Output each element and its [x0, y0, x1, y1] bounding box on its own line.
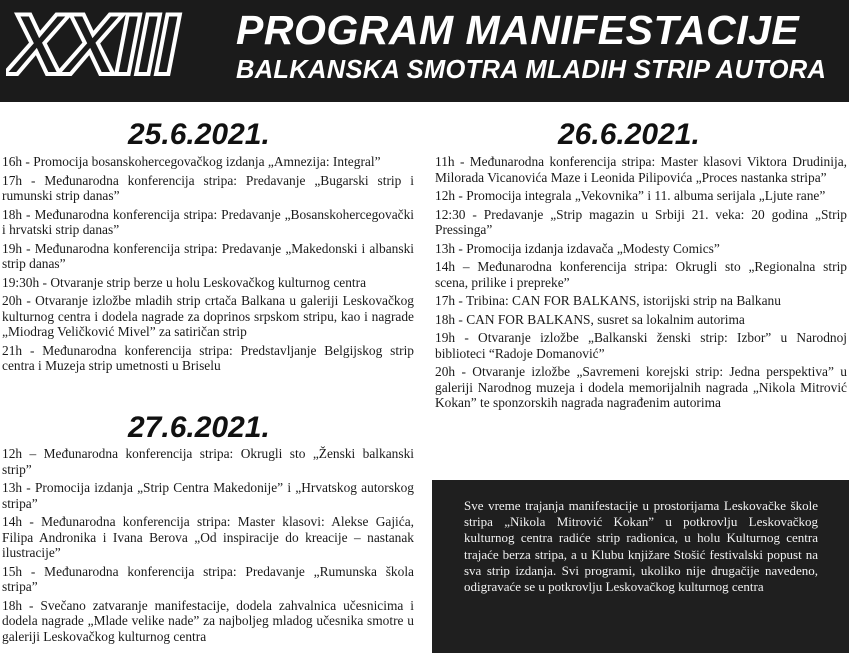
schedule-item: 13h - Promocija izdanja „Strip Centra Makedonije” i „Hrvatskog autorskog stripa”	[2, 480, 414, 511]
info-text: Sve vreme trajanja manifestacije u prostorijama Leskovačke škole stripa „Nikola Mitrović Kokan” u potkrovlju Leskovačkog kulturnog centra radiće strip radionica, u holu Kulturnog centra trajaće berza stripa, a u Klubu knjižare Stošić festivalski popust na sva strip izdanja. Svi programi, ukoliko nije drugačije navedeno, odigravaće se u potkrovlju Leskovačkog kulturnog centra	[464, 498, 818, 595]
date-heading-day1: 25.6.2021.	[128, 118, 270, 151]
date-heading-day3: 27.6.2021.	[128, 411, 270, 444]
schedule-item: 18h - Međunarodna konferencija stripa: Predavanje „Bosanskohercegovački i hrvatski strip danas”	[2, 206, 414, 237]
schedule-item: 18h - CAN FOR BALKANS, susret sa lokalnim autorima	[435, 311, 745, 327]
schedule-item: 12:30 - Predavanje „Strip magazin u Srbiji 21. veka: 20 godina „Strip Pressinga”	[435, 206, 847, 237]
schedule-item: 17h - Tribina: CAN FOR BALKANS, istorijski strip na Balkanu	[435, 293, 781, 308]
header-banner	[0, 0, 849, 102]
schedule-day2	[435, 154, 847, 414]
schedule-item: 11h - Međunarodna konferencija stripa: Master klasovi Viktora Drudinija, Milorada Vicanovića Maze i Leonida Pilipovića „Proces nastanka stripa”	[435, 154, 847, 185]
schedule-day3	[2, 446, 414, 647]
schedule-item: 13h - Promocija izdanja izdavača „Modesty Comics”	[435, 240, 720, 256]
info-box	[432, 480, 849, 653]
schedule-item: 19h - Međunarodna konferencija stripa: Predavanje „Makedonski i albanski strip danas”	[2, 240, 414, 271]
roman-numeral: XXIII	[8, 4, 175, 84]
schedule-item: 19h - Otvaranje izložbe „Balkanski ženski strip: Izbor” u Narodnoj biblioteci “Radoje Domanović”	[435, 330, 847, 361]
schedule-item: 12h - Promocija integrala „Vekovnika” i 11. albuma serijala „Ljute rane”	[435, 188, 826, 203]
program-title: PROGRAM MANIFESTACIJE	[236, 7, 800, 53]
schedule-item: 19:30h - Otvaranje strip berze u holu Leskovačkog kulturnog centra	[2, 274, 367, 290]
schedule-item: 12h – Međunarodna konferencija stripa: Okrugli sto „Ženski balkanski strip”	[2, 446, 414, 477]
schedule-item: 17h - Međunarodna konferencija stripa: Predavanje „Bugarski strip i rumunski strip danas”	[2, 172, 414, 203]
schedule-item: 16h - Promocija bosanskohercegovačkog izdanja „Amnezija: Integral”	[2, 154, 381, 169]
schedule-item: 14h - Međunarodna konferencija stripa: Master klasovi: Alekse Gajića, Filipa Andronika i Ivana Berova „Od inspiracije do kreacije – nastanak ilustracije”	[2, 514, 414, 560]
date-heading-day2: 26.6.2021.	[558, 118, 700, 151]
schedule-item: 20h - Otvaranje izložbe „Savremeni korejski strip: Jedna perspektiva” u galeriji Narodnog muzeja i dodela memorijalnih nagrada „Nikola Mitrović Kokan” te sponzorskih nagrada nagrađenim autorima	[435, 364, 847, 410]
roman-numeral-logo	[6, 4, 236, 84]
schedule-item: 14h – Međunarodna konferencija stripa: Okrugli sto „Regionalna strip scena, prilike i prepreke”	[435, 259, 847, 290]
schedule-day1	[2, 154, 414, 377]
schedule-item: 18h - Svečano zatvaranje manifestacije, dodela zahvalnica učesnicima i dodela nagrade „Mlade velike nade” za najboljeg mladog učesnika smotre u galeriji Leskovačkog kulturnog centra	[2, 597, 414, 644]
program-subtitle: BALKANSKA SMOTRA MLADIH STRIP AUTORA	[236, 56, 827, 84]
schedule-item: 20h - Otvaranje izložbe mladih strip crtača Balkana u galeriji Leskovačkog kulturnog centra i dodela nagrade za doprinos srpskom stripu, kao i nagrade „Miodrag Veličković Mivel” za satiričan strip	[2, 293, 414, 339]
schedule-item: 21h - Međunarodna konferencija stripa: Predstavljanje Belgijskog strip centra i Muzeja strip umetnosti u Briselu	[2, 342, 414, 373]
schedule-item: 15h - Međunarodna konferencija stripa: Predavanje „Rumunska škola stripa”	[2, 563, 414, 594]
